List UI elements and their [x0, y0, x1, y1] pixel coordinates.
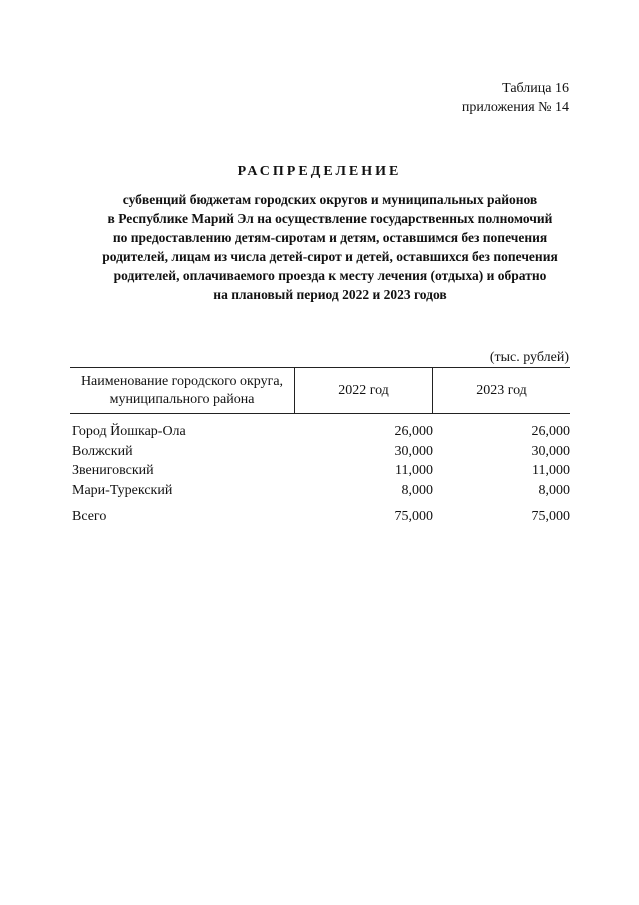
subtitle-line: по предоставлению детям-сиротам и детям, оставшимся без попечения — [112, 230, 548, 245]
column-header-2023: 2023 год — [476, 382, 527, 398]
subtitle-line: в Республике Марий Эл на осуществление государственных полномочий — [107, 211, 553, 226]
column-header-2022: 2022 год — [295, 368, 433, 413]
column-header-name-line1: Наименование городского округа, — [80, 373, 284, 389]
table-row — [70, 422, 570, 442]
table-row — [70, 442, 570, 462]
column-header-name-line2: муниципального района — [109, 391, 255, 407]
subtitle-line: на плановый период 2022 и 2023 годов — [213, 287, 447, 302]
row-value-2023: 26,000 — [531, 424, 570, 439]
unit-label: (тыс. рублей) — [489, 350, 569, 365]
row-name: Волжский — [72, 443, 133, 459]
subtitle-line: родителей, оплачиваемого проезда к месту лечения (отдыха) и обратно — [113, 268, 547, 283]
table-reference: Таблица 16 — [502, 81, 569, 96]
document-subtitle — [40, 190, 620, 304]
total-label: Всего — [72, 509, 107, 524]
row-name: Город Йошкар-Ола — [72, 424, 186, 439]
table-body — [70, 422, 570, 500]
subtitle-line: родителей, лицам из числа детей-сирот и детей, оставшихся без попечения — [102, 249, 558, 264]
appendix-reference: приложения № 14 — [461, 100, 569, 115]
row-value-2023: 30,000 — [531, 443, 570, 459]
table-row — [70, 461, 570, 481]
table-header — [70, 367, 570, 414]
row-name: Звениговский — [72, 463, 154, 478]
row-value-2023: 8,000 — [538, 482, 570, 498]
row-value-2022: 30,000 — [394, 443, 433, 459]
row-value-2022: 26,000 — [394, 424, 433, 439]
total-value-2022: 75,000 — [394, 509, 433, 524]
table-row — [70, 481, 570, 501]
document-title: РАСПРЕДЕЛЕНИЕ — [237, 164, 402, 179]
column-header-name — [70, 368, 295, 413]
total-value-2023: 75,000 — [531, 509, 570, 524]
table-total-row — [70, 507, 570, 526]
row-value-2023: 11,000 — [532, 463, 570, 478]
subtitle-line: субвенций бюджетам городских округов и муниципальных районов — [122, 192, 538, 207]
row-name: Мари-Турекский — [72, 482, 173, 498]
row-value-2022: 11,000 — [395, 463, 433, 478]
row-value-2022: 8,000 — [401, 482, 433, 498]
